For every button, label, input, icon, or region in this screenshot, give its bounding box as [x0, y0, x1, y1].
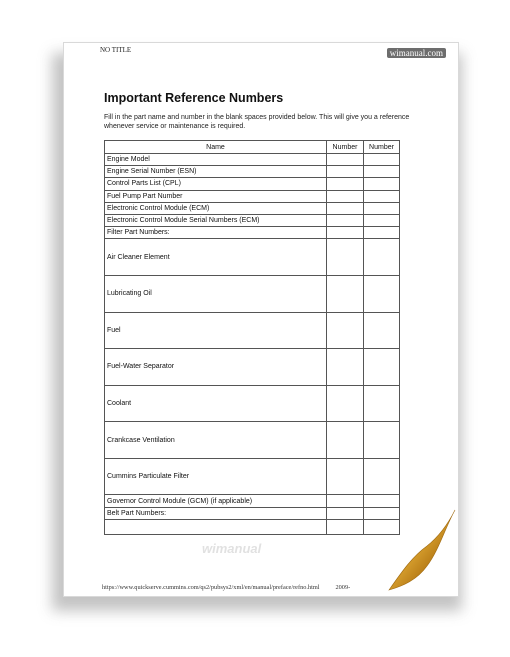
row-name: Control Parts List (CPL) [105, 178, 327, 190]
watermark-center: wimanual [202, 541, 262, 556]
number-cell[interactable] [364, 312, 400, 349]
table-row [105, 422, 400, 459]
table-row [105, 507, 400, 519]
row-name: Crankcase Ventilation [105, 422, 327, 459]
table-row [105, 202, 400, 214]
reference-table [104, 140, 400, 535]
document-footer [102, 584, 350, 591]
table-row [105, 178, 400, 190]
table-row [105, 275, 400, 312]
column-header-number: Number [364, 141, 400, 154]
number-cell[interactable] [364, 458, 400, 495]
intro-text: Fill in the part name and number in the blank spaces provided below. This will give you a reference whenever service or maintenance is required. [104, 114, 410, 130]
row-name: Electronic Control Module (ECM) [105, 202, 327, 214]
number-cell[interactable] [364, 190, 400, 202]
number-cell[interactable] [327, 495, 364, 507]
row-name: Engine Model [105, 154, 327, 166]
page-title: Important Reference Numbers [104, 91, 284, 105]
number-cell[interactable] [327, 190, 364, 202]
table-row [105, 519, 400, 534]
number-cell[interactable] [327, 385, 364, 422]
number-cell[interactable] [327, 178, 364, 190]
number-cell[interactable] [364, 154, 400, 166]
number-cell[interactable] [364, 422, 400, 459]
number-cell[interactable] [327, 214, 364, 226]
table-row [105, 214, 400, 226]
table-row [105, 239, 400, 276]
number-cell[interactable] [327, 458, 364, 495]
row-name: Engine Serial Number (ESN) [105, 166, 327, 178]
watermark-logo: wimanual.com [387, 48, 446, 58]
number-cell[interactable] [327, 507, 364, 519]
number-cell[interactable] [327, 519, 364, 534]
page-curl-icon [387, 506, 457, 596]
row-name: Coolant [105, 385, 327, 422]
table-header-row [105, 141, 400, 154]
row-name: Fuel [105, 312, 327, 349]
number-cell[interactable] [364, 239, 400, 276]
number-cell[interactable] [364, 214, 400, 226]
number-cell[interactable] [327, 312, 364, 349]
number-cell[interactable] [364, 178, 400, 190]
number-cell[interactable] [364, 202, 400, 214]
row-name: Air Cleaner Element [105, 239, 327, 276]
number-cell[interactable] [364, 349, 400, 386]
row-name: Governor Control Module (GCM) (if applicable) [105, 495, 327, 507]
row-name: Fuel Pump Part Number [105, 190, 327, 202]
number-cell[interactable] [327, 154, 364, 166]
number-cell[interactable] [327, 202, 364, 214]
row-name: Cummins Particulate Filter [105, 458, 327, 495]
column-header-number: Number [327, 141, 364, 154]
table-row [105, 458, 400, 495]
document-header: NO TITLE [100, 46, 132, 54]
number-cell[interactable] [327, 227, 364, 239]
table-row [105, 190, 400, 202]
number-cell[interactable] [364, 166, 400, 178]
column-header-name: Name [105, 141, 327, 154]
footer-url: https://www.quickserve.cummins.com/qs2/pubsys2/xml/en/manual/preface/refno.html [102, 584, 320, 591]
row-name: Belt Part Numbers: [105, 507, 327, 519]
row-name: Fuel-Water Separator [105, 349, 327, 386]
number-cell[interactable] [327, 239, 364, 276]
number-cell[interactable] [364, 227, 400, 239]
number-cell[interactable] [327, 422, 364, 459]
number-cell[interactable] [364, 275, 400, 312]
table-row [105, 312, 400, 349]
number-cell[interactable] [327, 166, 364, 178]
number-cell[interactable] [364, 385, 400, 422]
table-row [105, 385, 400, 422]
number-cell[interactable] [327, 275, 364, 312]
table-row [105, 495, 400, 507]
number-cell[interactable] [327, 349, 364, 386]
table-row [105, 227, 400, 239]
table-row [105, 349, 400, 386]
row-name [105, 519, 327, 534]
row-name: Electronic Control Module Serial Numbers (ECM) [105, 214, 327, 226]
table-row [105, 154, 400, 166]
footer-date: 2009- [335, 584, 351, 591]
table-row [105, 166, 400, 178]
row-name: Filter Part Numbers: [105, 227, 327, 239]
row-name: Lubricating Oil [105, 275, 327, 312]
